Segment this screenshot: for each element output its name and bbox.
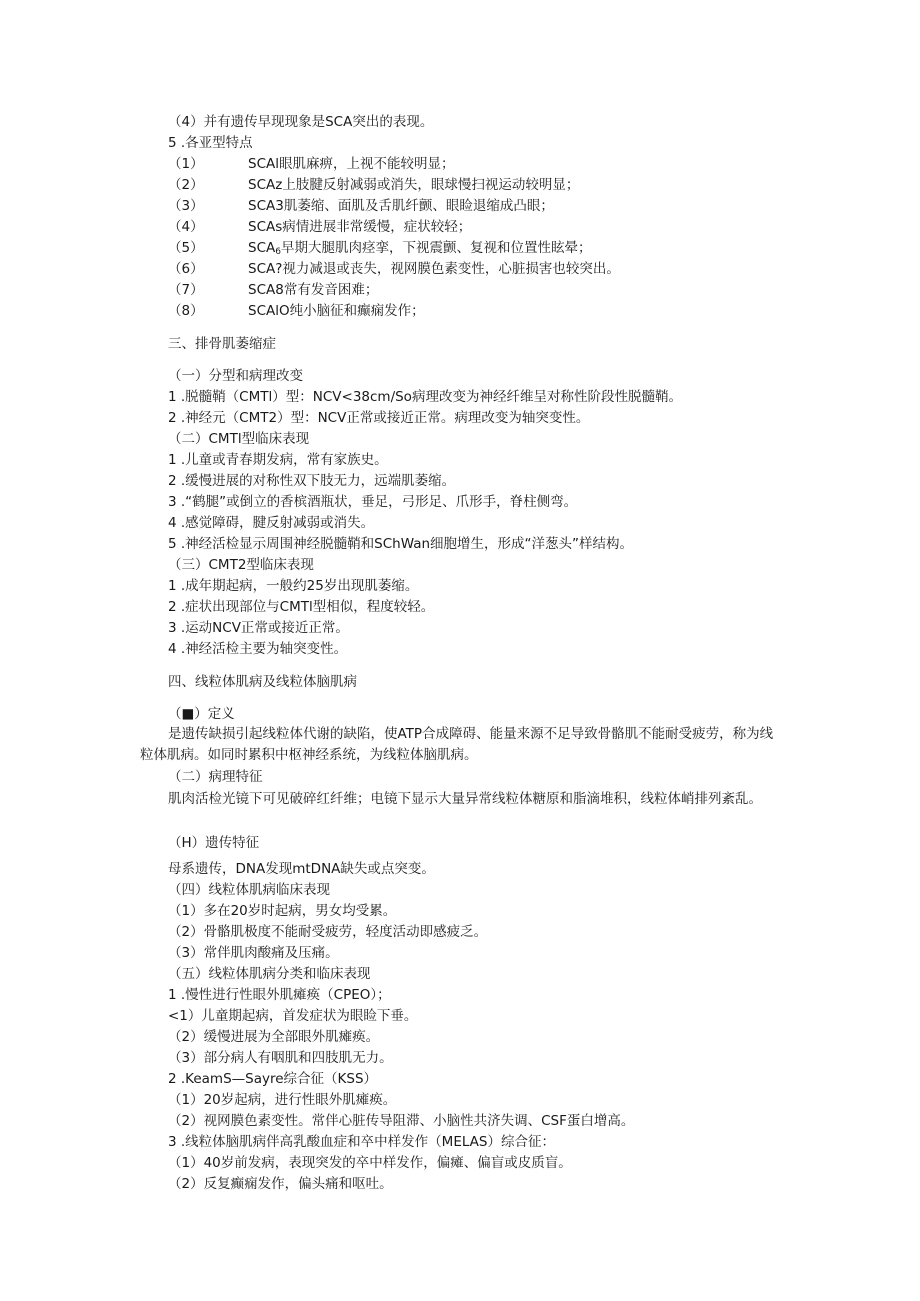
- list-item: 2 .神经元（CMT2）型：NCV正常或接近正常。病理改变为轴突变性。: [168, 410, 590, 426]
- list-item: 2 .KeamS—Sayre综合征（KSS）: [168, 1071, 378, 1087]
- subsection-title: （H）遗传特征: [168, 835, 260, 851]
- item-text: SCA8常有发音困难；: [248, 282, 379, 298]
- item-text: SCAs病情进展非常缓慢，症状较轻；: [248, 219, 472, 235]
- item-text-prefix: SCA: [248, 240, 276, 256]
- sca-item: [168, 196, 554, 216]
- list-item: 3 .线粒体脑肌病伴高乳酸血症和卒中样发作（MELAS）综合征：: [168, 1134, 555, 1150]
- list-item: 1 .脱髓鞘（CMTl）型：NCV<38cm∕So病理改变为神经纤维呈对称性阶段性脱髓鞘。: [168, 389, 682, 405]
- sca-item: [168, 175, 579, 195]
- item-number: （2）: [168, 177, 204, 193]
- item-number: （8）: [168, 303, 204, 319]
- list-item: 3 .“鹤腿”或倒立的香槟酒瓶状，垂足，弓形足、爪形手，脊柱侧弯。: [168, 494, 578, 510]
- list-item: 4 .神经活检主要为轴突变性。: [168, 641, 348, 657]
- list-item: （1）40岁前发病，表现突发的卒中样发作，偏瘫、偏盲或皮质盲。: [168, 1155, 572, 1171]
- list-item: （3）常伴肌肉酸痛及压痛。: [168, 945, 339, 961]
- list-item: 1 .慢性进行性眼外肌瘫痪（CPEO）；: [168, 987, 391, 1003]
- subsection-title: （五）线粒体肌病分类和临床表现: [168, 966, 371, 982]
- section-title-mito: 四、线粒体肌病及线粒体脑肌病: [168, 674, 357, 690]
- list-item: <1）儿童期起病，首发症状为眼睑下垂。: [168, 1008, 418, 1024]
- sca-item: [168, 301, 425, 321]
- subsection-title: （四）线粒体肌病临床表现: [168, 882, 330, 898]
- item-text: SCA?视力减退或丧失，视网膜色素变性，心脏损害也较突出。: [248, 261, 620, 277]
- paragraph-pathology: 肌肉活检光镜下可见破碎红纤维；电镜下显示大量异常线粒体糖原和脂滴堆积，线粒体峭排列紊乱。: [168, 791, 762, 807]
- subsection-title: （三）CMT2型临床表现: [168, 557, 314, 573]
- list-item: 3 .运动NCV正常或接近正常。: [168, 620, 349, 636]
- item-text-subscript: 6: [275, 247, 281, 257]
- item-text: SCAz上肢腱反射减弱或消失，眼球慢扫视运动较明显；: [248, 177, 580, 193]
- item-text: SCAl眼肌麻痹，上视不能较明显；: [248, 156, 455, 172]
- item-number: （6）: [168, 261, 204, 277]
- sca-item: [168, 259, 620, 279]
- item-number: （7）: [168, 282, 204, 298]
- sca-item: [168, 217, 471, 237]
- list-item: 2 .症状出现部位与CMTl型相似，程度较轻。: [168, 599, 435, 615]
- item-number: （3）: [168, 198, 204, 214]
- item-number: （4）: [168, 219, 204, 235]
- item-number: （5）: [168, 240, 204, 256]
- list-item: 4 .感觉障碍，腱反射减弱或消失。: [168, 515, 375, 531]
- list-item: （2）缓慢进展为全部眼外肌瘫痪。: [168, 1029, 380, 1045]
- sca-point-4: （4）并有遗传早现现象是SCA突出的表现。: [168, 114, 434, 130]
- list-item: （1）20岁起病，进行性眼外肌瘫痪。: [168, 1092, 397, 1108]
- section-title-cmt: 三、排骨肌萎缩症: [168, 336, 276, 352]
- subsection-title: （二）CMTl型临床表现: [168, 431, 310, 447]
- list-item: （2）视网膜色素变性。常伴心脏传导阻滞、小脑性共济失调、CSF蛋白增高。: [168, 1113, 635, 1129]
- list-item: （2）骨骼肌极度不能耐受疲劳，轻度活动即感疲乏。: [168, 924, 488, 940]
- subsection-title: （二）病理特征: [168, 769, 263, 785]
- sca-item: [168, 280, 378, 300]
- subsection-title: （■）定义: [168, 706, 235, 722]
- item-number: （1）: [168, 156, 204, 172]
- item-text: SCAlO纯小脑征和癫痫发作；: [248, 303, 425, 319]
- list-item: 1 .成年期起病，一般约25岁出现肌萎缩。: [168, 578, 419, 594]
- subsection-title: （一）分型和病理改变: [168, 368, 303, 384]
- item-text: SCA3肌萎缩、面肌及舌肌纤颤、眼睑退缩成凸眼；: [248, 198, 554, 214]
- list-item: 1 .儿童或青春期发病，常有家族史。: [168, 452, 388, 468]
- list-item: 5 .神经活检显示周围神经脱髓鞘和SChWan细胞增生，形成“洋葱头”样结构。: [168, 536, 634, 552]
- item-text: 早期大腿肌肉痉挛，下视震颤、复视和位置性眩晕；: [280, 240, 592, 256]
- list-item: （1）多在20岁时起病，男女均受累。: [168, 903, 397, 919]
- list-item: （2）反复癫痫发作，偏头痛和呕吐。: [168, 1176, 393, 1192]
- paragraph-definition: 是遗传缺损引起线粒体代谢的缺陷，使ATP合成障碍、能量来源不足导致骨骼肌不能耐受疲劳，称为线粒体肌病。如同时累积中枢神经系统，为线粒体脑肌病。: [140, 726, 774, 763]
- sca-subtype-heading: 5 .各亚型特点: [168, 135, 253, 151]
- sca-item: [168, 154, 454, 174]
- list-item: （3）部分病人有咽肌和四肢肌无力。: [168, 1050, 393, 1066]
- paragraph-genetics: 母系遗传，DNA发现mtDNA缺失或点突变。: [168, 861, 435, 877]
- list-item: 2 .缓慢进展的对称性双下肢无力，远端肌萎缩。: [168, 473, 456, 489]
